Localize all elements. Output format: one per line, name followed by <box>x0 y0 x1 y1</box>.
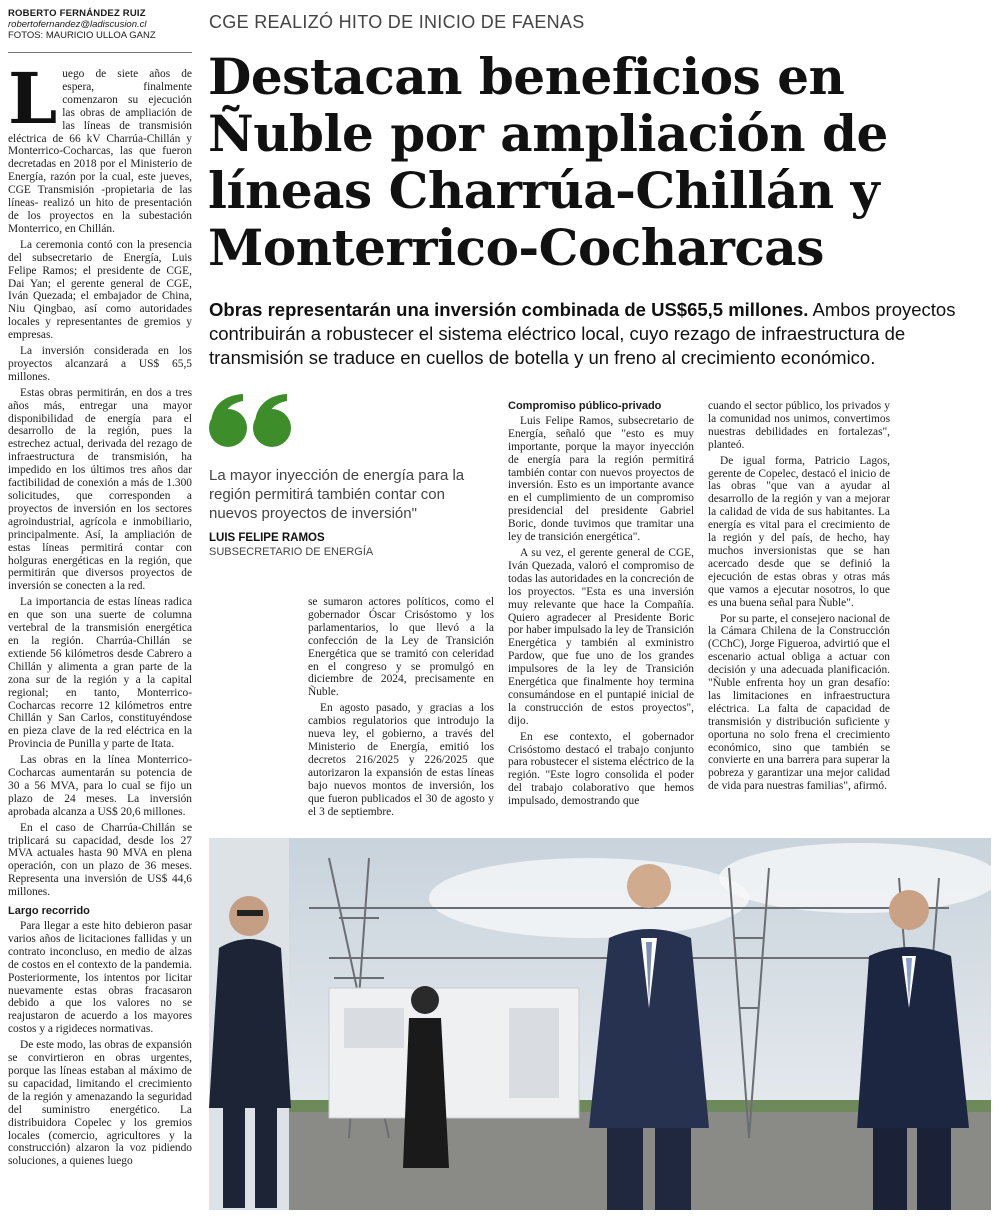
paragraph: Luis Felipe Ramos, subsecretario de Energía, señaló que "esto es muy importante, porque la mayor inyección de energía para la región permitirá también contar con nuevos proyectos de inversión. Esto es un importante avance en el cumplimiento de un compromiso presidencial del presidente Gabriel Boric, donde tuvimos que tramitar una ley de transición energética". <box>508 414 694 544</box>
pullquote-role: SUBSECRETARIO DE ENERGÍA <box>209 546 374 558</box>
paragraph: La importancia de estas líneas radica en que son una suerte de columna vertebral de la transmisión energética en la región. Charrúa-Chillán se extiende 56 kilómetros desde Cabrero a Chillán y alimenta a gran parte de la zona sur de la región y a la capital regional; en tanto, Monterrico-Cocharcas recorre 12 kilómetros entre Chillán y San Carlos, constituyéndose en pieza clave de la red eléctrica en la Provincia de Punilla y parte de Itata. <box>8 596 192 751</box>
paragraph: De este modo, las obras de expansión se convirtieron en obras urgentes, porque las líneas estaban al máximo de su capacidad, limitando el crecimiento de la región y amenazando la seguridad del suministro energético. La distribuidora Copelec y los gremios locales (comercio, agricultores y la construcción) alzaron la voz pidiendo soluciones, a quienes luego <box>8 1039 192 1168</box>
paragraph: En agosto pasado, y gracias a los cambios regulatorios que introdujo la nueva ley, el gobierno, a través del Ministerio de Energía, emitió los decretos 216/2025 y 226/2025 que autorizaron la expansión de estas líneas bajo nuevos montos de inversión, los que fueron publicados el 30 de agosto y el 3 de septiembre. <box>308 702 494 818</box>
paragraph: Las obras en la línea Monterrico-Cocharcas aumentarán su potencia de 30 a 56 MVA, para lo cual se fijo un plazo de 24 meses. La inversión aprobada alcanza a US$ 20,6 millones. <box>8 754 192 818</box>
body-column-2 <box>308 596 494 821</box>
author-email[interactable]: robertofernandez@ladiscusion.cl <box>8 19 147 30</box>
deck <box>209 298 989 370</box>
paragraph: La ceremonia contó con la presencia del subsecretario de Energía, Luis Felipe Ramos; el presidente de CGE, Dai Yan; el gerente general de CGE, Iván Quezada; el embajador de China, Niu Qingbao, así como autoridades locales y representantes de gremios y empresas. <box>8 238 192 342</box>
pullquote-name: LUIS FELIPE RAMOS <box>209 532 325 544</box>
photo-illustration <box>209 838 991 1210</box>
paragraph: cuando el sector público, los privados y la comunidad nos unimos, convertimos nuestras debilidades en fortalezas", planteó. <box>708 400 890 451</box>
article-photo <box>209 838 991 1210</box>
paragraph: En ese contexto, el gobernador Crisóstomo destacó el trabajo conjunto para robustecer el sistema eléctrico de la región. "Este logro consolida el poder del trabajo colaborativo que hemos impulsado, demostrando que <box>508 730 694 808</box>
paragraph: Para llegar a este hito debieron pasar varios años de licitaciones fallidas y un contrato inconcluso, en medio de alzas de costos en el contexto de la pandemia. Posteriormente, los intentos por licitar nuevamente estas obras fracasaron debido a que los valores no se reajustaron de acuerdo a los mayores costos y a rigideces normativas. <box>8 920 192 1036</box>
dropcap: L <box>8 57 58 140</box>
subheading-compromiso: Compromiso público-privado <box>508 400 662 412</box>
photo-credit: FOTOS: MAURICIO ULLOA GANZ <box>8 30 156 41</box>
paragraph: La inversión considerada en los proyectos alcanzará a US$ 65,5 millones. <box>8 345 192 383</box>
paragraph: se sumaron actores políticos, como el gobernador Óscar Crisóstomo y los parlamentarios, lo que llevó a la confección de la Ley de Transición Energética que se tramitó con celeridad en el congreso y se promulgó en diciembre de 2024, precisamente en Ñuble. <box>308 596 494 699</box>
body-column-1 <box>8 57 192 1171</box>
body-column-4 <box>708 400 890 796</box>
pullquote-text: La mayor inyección de energía para la región permitirá también contar con nuevos proyectos de inversión" <box>209 467 465 522</box>
quote-mark-icon <box>208 392 298 450</box>
kicker: CGE REALIZÓ HITO DE INICIO DE FAENAS <box>209 12 585 32</box>
body-column-3 <box>508 400 694 811</box>
paragraph: Por su parte, el consejero nacional de la Cámara Chilena de la Construcción (CChC), Jorge Figueroa, advirtió que el escenario actual obliga a actuar con decisión y una adecuada planificación. "Ñuble enfrenta hoy un gran desafío: las limitaciones en infraestructura eléctrica. La falta de capacidad de transmisión y distribución suficiente y oportuna no solo frena el crecimiento económico, sino que también se convierte en una barrera para superar la pobreza y garantizar una mejor calidad de vida para nuestras familias", afirmó. <box>708 612 890 793</box>
paragraph: Estas obras permitirán, en dos a tres años más, entregar una mayor disponibilidad de energía para el desarrollo de la región, pues la estrechez actual, derivada del rezago de infraestructura de transmisión, ha impedido en los últimos tres años dar factibilidad de conexión a más de 1.300 solicitudes, que corresponden a proyectos de inversión en los sectores agroindustrial, agrícola e inmobiliario, principalmente. Así, la ampliación de estas líneas permitirá contar con holguras energéticas en la región, que permitirán que diversos proyectos de inversión se conecten a la red. <box>8 386 192 593</box>
author-name: ROBERTO FERNÁNDEZ RUIZ <box>8 8 146 19</box>
paragraph: En el caso de Charrúa-Chillán se triplicará su capacidad, desde los 27 MVA actuales hasta 90 MVA en plena operación, con un plazo de 36 meses. Representa una inversión de US$ 44,6 millones. <box>8 821 192 899</box>
headline: Destacan beneficios en Ñuble por ampliación de líneas Charrúa-Chillán y Monterrico-Cocharcas <box>208 47 888 277</box>
subheading-largo-recorrido: Largo recorrido <box>8 905 90 918</box>
deck-rest: Ambos proyectos contribuirán a robustecer el sistema eléctrico local, cuyo rezago de infraestructura de transmisión se traduce en cuellos de botella y un freno al crecimiento económico. <box>209 299 956 368</box>
paragraph: A su vez, el gerente general de CGE, Iván Quezada, valoró el compromiso de todas las autoridades en la concreción de los proyectos. "Esta es una inversión muy relevante que hace la Compañía. Quiero agradecer al Presidente Boric por haber impulsado la ley de Transición Energética y también al exministro Pardow, que fue uno de los grandes impulsores de la ley de Transición Energética que finalmente hoy termina consumándose en el puntapié inicial de la construcción de estos proyectos", dijo. <box>508 546 695 727</box>
byline-divider <box>8 52 192 53</box>
paragraph: De igual forma, Patricio Lagos, gerente de Copelec, destacó el inicio de las obras "que van a ayudar al desarrollo de la región y van a mejorar la calidad de vida de sus habitantes. La energía es vital para el crecimiento de la región y del país, de hecho, hay muchos inversionistas que se han acercado desde que se definió la ejecución de estas obras y otras más que vamos a ejecutar nosotros, lo que es una buena señal para Ñuble". <box>708 454 890 609</box>
byline <box>8 8 192 41</box>
deck-lead: Obras representarán una inversión combinada de US$65,5 millones. <box>209 299 809 320</box>
paragraph: uego de siete años de espera, finalmente comenzaron su ejecución las obras de ampliación de las líneas de transmisión eléctrica de 66 kV Charrúa-Chillán y Monterrico-Cocharcas, las que fueron decretadas en 2018 por el Ministerio de Energía, razón por la cual, este jueves, CGE Transmisión -propietaria de las líneas- realizó un hito de presentación de los proyectos en la subestación Monterrico, en Chillán. <box>8 68 192 235</box>
